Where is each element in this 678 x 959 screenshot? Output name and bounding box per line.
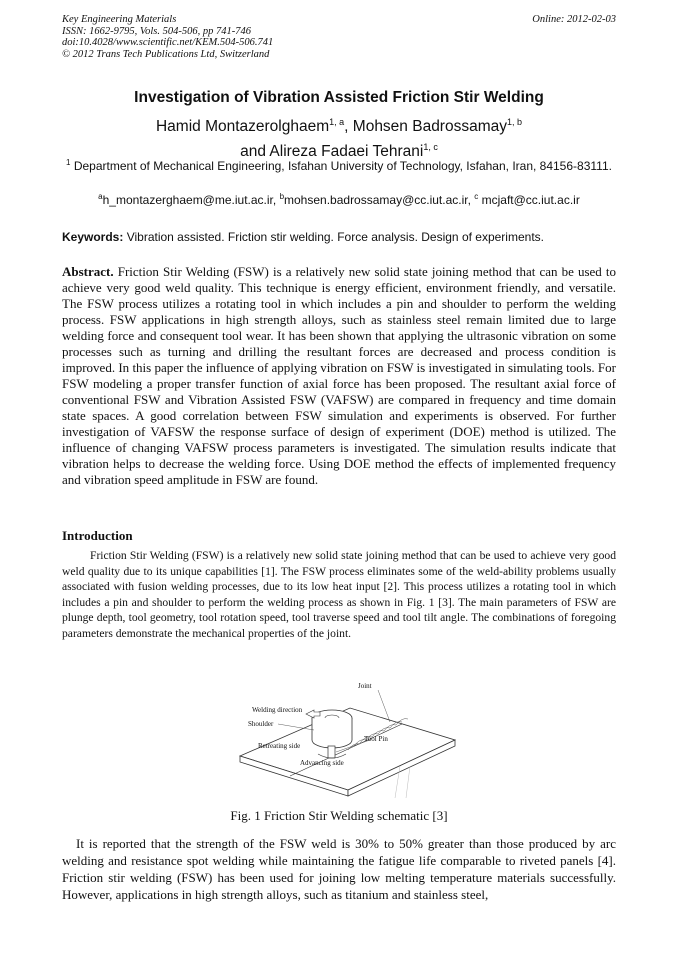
author-superscript: 1, c [423, 142, 438, 153]
paper-title: Investigation of Vibration Assisted Friction Stir Welding [134, 89, 544, 106]
email-superscript: b [279, 192, 285, 201]
keywords-text: Vibration assisted. Friction stir welding. Force analysis. Design of experiments. [123, 230, 544, 244]
abstract-text: Friction Stir Welding (FSW) is a relatively new solid state joining method that can be used to achieve very good weld quality. This technique is energy efficient, environment friendly, and versatile. The FSW process utilizes a rotating tool in which includes a pin and shoulder to perform the welding process. FSW applications in high strength alloys, such as stainless steel remain limited due to large welding force and consequent tool wear. It has been shown that applying the ultrasonic vibration on some processes such as turning and drilling the resultant forces are decreased and process condition is improved. In this paper the influence of applying vibration on FSW is investigated in simulating tools. For FSW modeling a proper transfer function of axial force has been proposed. The resultant axial force of conventional FSW and Vibration Assisted FSW (VAFSW) are compared in frequency and time domain state spaces. A good correlation between FSW simulation and experiments is observed. For further investigation of VAFSW the response surface of design of experiment (DOE) method is utilized. The influence of changing VAFSW process parameters is investigated. The simulation results indicate that vibration helps to decrease the welding force. Using DOE method the effects of implemented frequency and vibration speed amplitude in FSW are found. [62, 264, 616, 487]
tool-pin [328, 746, 335, 758]
figure-label-tool-pin: Tool Pin [364, 735, 388, 743]
body-paragraph: It is reported that the strength of the FSW weld is 30% to 50% greater than those produced by arc welding and resistance spot welding while maintaining the fatigue life comparable to riveted panels [4]. Friction stir welding (FSW) has been used for joining low melting temperature materials successfully. However, applications in high strength alloys, such as titanium and stainless steel, [62, 836, 616, 902]
email-link[interactable]: h_montazerghaem@me.iut.ac.ir, [102, 193, 280, 207]
figure-label-welding-direction: Welding direction [252, 706, 303, 714]
journal-name: Key Engineering Materials [62, 14, 177, 25]
fsw-schematic-drawing [230, 668, 460, 800]
affiliation-text: Department of Mechanical Engineering, Isfahan University of Technology, Isfahan, Iran, 84156-83111. [73, 159, 612, 173]
figure-caption: Fig. 1 Friction Stir Welding schematic [3] [230, 808, 448, 823]
author-superscript: 1, b [507, 117, 523, 127]
abstract-label: Abstract. [62, 264, 114, 279]
email-superscript: c [474, 192, 479, 201]
fsw-schematic-figure [230, 668, 460, 800]
section-heading: Introduction [62, 528, 133, 543]
doi-line: doi:10.4028/www.scientific.net/KEM.504-506.741 [62, 37, 274, 48]
author-name: Hamid Montazerolghaem [155, 118, 330, 136]
figure-label-advancing-side: Advancing side [300, 759, 344, 767]
email-link[interactable]: mcjaft@cc.iut.ac.ir [478, 193, 580, 207]
issn-line: ISSN: 1662-9795, Vols. 504-506, pp 741-746 [62, 25, 251, 37]
author-superscript: 1, a [329, 117, 345, 127]
affiliation-superscript: 1 [66, 158, 71, 167]
figure-label-retreating-side: Retreating side [258, 742, 301, 750]
figure-label-joint: Joint [358, 682, 372, 690]
journal-header [62, 14, 616, 60]
email-list [62, 192, 616, 207]
tool-shoulder-body [312, 718, 352, 748]
author-separator: , [344, 118, 353, 136]
affiliation [62, 155, 616, 174]
keywords-label: Keywords: [62, 230, 124, 244]
author-name: Mohsen Badrossamay [352, 118, 507, 136]
copyright-line: © 2012 Trans Tech Publications Ltd, Switzerland [62, 48, 270, 60]
abstract [62, 264, 616, 488]
introduction-paragraph: Friction Stir Welding (FSW) is a relatively new solid state joining method that can be used to achieve very good weld quality due to its unique capabilities [1]. The FSW process eliminates some of the weld-ability problems usually associated with fusion welding processes, due to its low heat input [2]. This process utilizes a rotating tool in which includes a pin and shoulder to perform the welding process as shown in Fig. 1 [3]. The main parameters of FSW are plunge depth, tool geometry, tool rotation speed, tool traverse speed and tool tilt angle. The combinations of foregoing parameters demonstrate the mechanical properties of the joint. [62, 549, 616, 640]
author-conjunction: and [240, 143, 270, 161]
figure-label-shoulder: Shoulder [248, 720, 274, 728]
online-date: Online: 2012-02-03 [532, 14, 616, 25]
email-link[interactable]: mohsen.badrossamay@cc.iut.ac.ir, [284, 193, 475, 207]
author-name: Alireza Fadaei Tehrani [269, 143, 424, 161]
keywords [62, 230, 616, 244]
email-superscript: a [98, 192, 103, 201]
